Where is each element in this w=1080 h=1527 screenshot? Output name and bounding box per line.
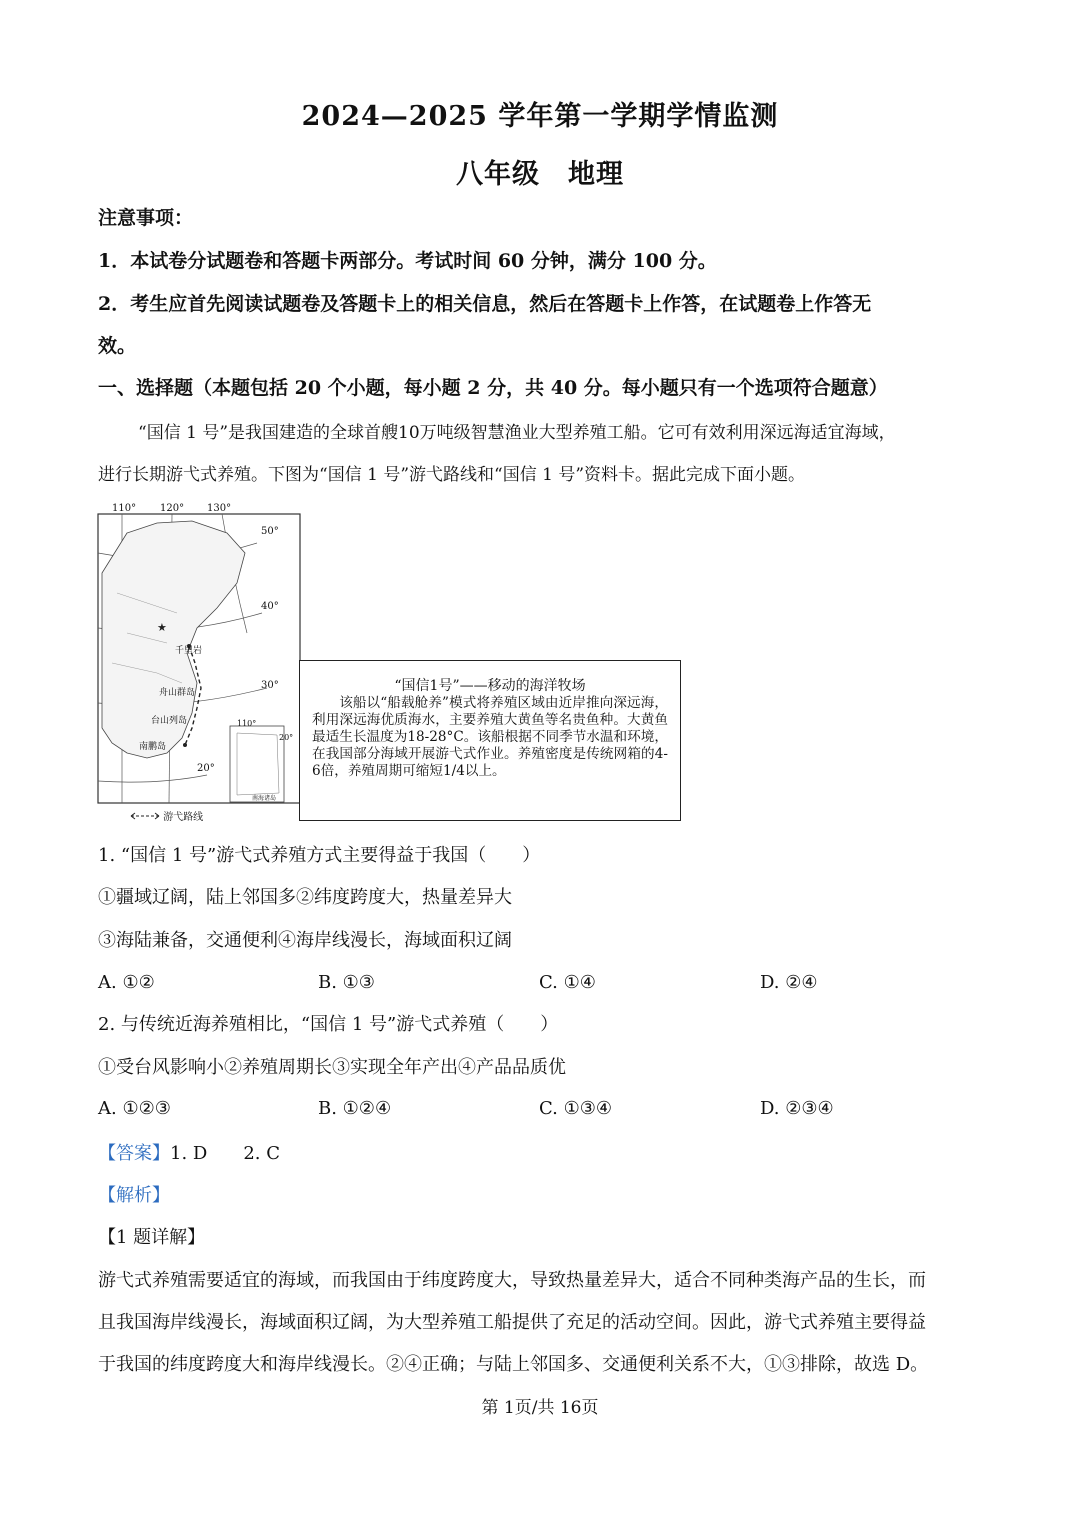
q2-option-b[interactable]: B. ①②④ [318,1098,392,1119]
q2-option-a[interactable]: A. ①②③ [98,1098,171,1119]
lat-label-40: 40° [261,601,279,612]
notice-item-2-line-2: 效。 [98,335,137,357]
q1-line-2: ③海陆兼备，交通便利④海岸线漫长，海域面积辽阔 [98,930,512,951]
answer-text: 1. D 2. C [170,1143,280,1164]
route-map-svg [97,513,301,804]
lat-label-20: 20° [197,763,215,774]
q2-option-d[interactable]: D. ②③④ [760,1098,834,1119]
answer-label: 【答案】 [98,1143,170,1164]
q1-stem: 1. “国信 1 号”游弋式养殖方式主要得益于我国（ ） [98,845,541,866]
lat-label-50: 50° [261,526,279,537]
analysis-line-2: 且我国海岸线漫长，海域面积辽阔，为大型养殖工船提供了充足的活动空间。因此，游弋式养殖主要得益 [98,1312,926,1333]
analysis-line-1: 游弋式养殖需要适宜的海域，而我国由于纬度跨度大，导致热量差异大，适合不同种类海产品的生长，而 [98,1270,926,1291]
analysis-line-3: 于我国的纬度跨度大和海岸线漫长。②④正确；与陆上邻国多、交通便利关系不大，①③排除，故选 D。 [98,1354,929,1375]
map-legend-label: 游弋路线 [163,812,204,823]
place-label-nanpeng: 南鹏岛 [139,742,167,752]
q1-option-b[interactable]: B. ①③ [318,972,375,993]
place-label-zhoushan: 舟山群岛 [159,688,196,698]
route-map [97,503,301,804]
inset-lon-label: 110° [237,719,257,728]
lon-label-110: 110° [112,503,137,514]
inset-lat-label: 20° [279,733,294,742]
notice-heading: 注意事项： [98,207,194,229]
exam-subtitle: 八年级 地理 [456,159,624,190]
info-card [299,660,681,821]
stem-line-2: 进行长期游弋式养殖。下图为“国信 1 号”游弋路线和“国信 1 号”资料卡。据此完成下面小题。 [98,465,806,485]
q1-line-1: ①疆域辽阔，陆上邻国多②纬度跨度大，热量差异大 [98,887,512,908]
inset-caption: 南海诸岛 [252,795,277,802]
svg-text:★: ★ [157,621,167,634]
detail-heading: 【1 题详解】 [98,1227,206,1248]
notice-item-2-line-1: 2．考生应首先阅读试题卷及答题卡上的相关信息，然后在答题卡上作答，在试题卷上作答无 [98,293,872,315]
q1-option-a[interactable]: A. ①② [98,972,155,993]
map-legend [130,808,203,823]
lat-label-30: 30° [261,680,279,691]
lon-label-120: 120° [160,503,185,514]
info-card-title: “国信1号”——移动的海洋牧场 [394,678,586,694]
place-label-taishan: 台山列岛 [151,716,188,726]
dashed-arrow-icon [130,812,160,823]
q2-line-1: ①受台风影响小②养殖周期长③实现全年产出④产品品质优 [98,1057,566,1078]
info-card-body: 该船以“船载舱养”模式将养殖区域由近岸推向深远海，利用深远海优质海水，主要养殖大黄鱼等名贵鱼种。大黄鱼最适生长温度为18-28°C。该船根据不同季节水温和环境，在我国部分海域开展游弋式作业。养殖密度是传统网箱的4-6倍，养殖周期可缩短1/4以上。 [312,695,668,779]
analysis-label: 【解析】 [98,1185,170,1206]
lon-label-130: 130° [207,503,232,514]
notice-item-1: 1．本试卷分试题卷和答题卡两部分。考试时间 60 分钟，满分 100 分。 [98,250,717,272]
q1-option-d[interactable]: D. ②④ [760,972,818,993]
q2-stem: 2. 与传统近海养殖相比，“国信 1 号”游弋式养殖（ ） [98,1014,559,1035]
exam-title: 2024—2025 学年第一学期学情监测 [301,101,779,132]
stem-line-1: “国信 1 号”是我国建造的全球首艘10万吨级智慧渔业大型养殖工船。它可有效利用深远海适宜海域， [138,423,896,443]
section-heading: 一、选择题（本题包括 20 个小题，每小题 2 分，共 40 分。每小题只有一个选项符合题意） [98,377,888,399]
q2-option-c[interactable]: C. ①③④ [539,1098,612,1119]
place-label-qianliyan: 千里岩 [175,646,203,656]
answer-row [98,1141,988,1167]
page-footer: 第 1页/共 16页 [481,1398,599,1418]
q1-option-c[interactable]: C. ①④ [539,972,596,993]
